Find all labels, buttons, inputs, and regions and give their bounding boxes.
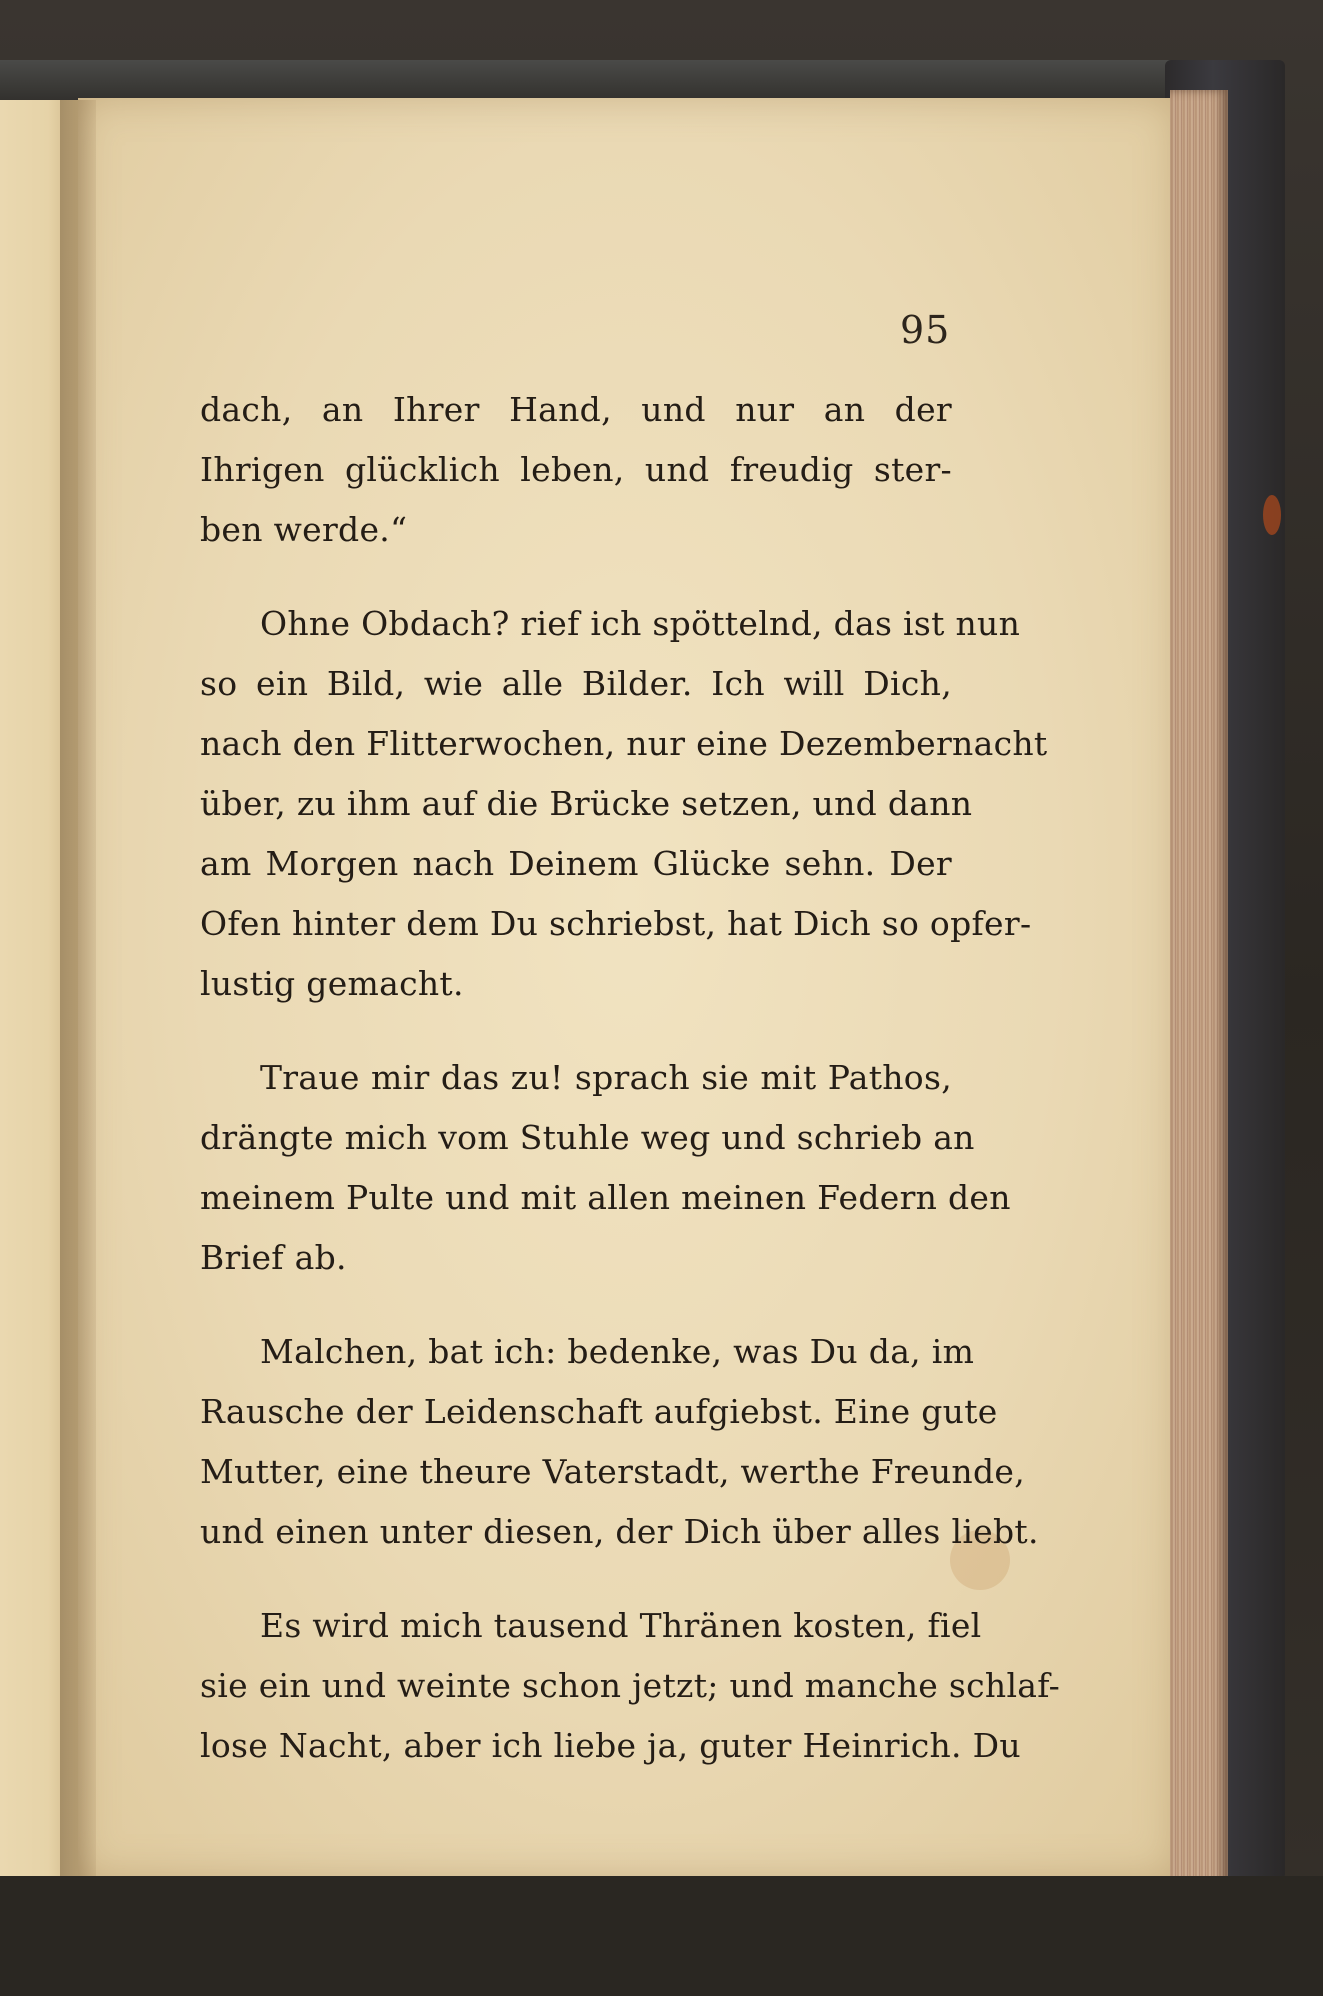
text-line: sie ein und weinte schon jetzt; und manche schlaf- (200, 1666, 1061, 1705)
gutter-shadow (60, 100, 96, 1880)
page-number: 95 (900, 308, 951, 352)
paragraph (200, 1596, 1061, 1776)
text-line: Ofen hinter dem Du schriebst, hat Dich so opfer- (200, 904, 1032, 943)
paragraph (200, 1048, 1011, 1288)
text-line: lose Nacht, aber ich liebe ja, guter Heinrich. Du (200, 1726, 1021, 1765)
text-line: über, zu ihm auf die Brücke setzen, und dann (200, 784, 973, 823)
paragraph-gap (200, 1562, 952, 1596)
text-line: Mutter, eine theure Vaterstadt, werthe Freunde, (200, 1452, 1025, 1491)
paragraph-gap (200, 1288, 952, 1322)
paragraph-gap (200, 1014, 952, 1048)
ink-stain (1263, 495, 1281, 535)
text-line: Traue mir das zu! sprach sie mit Pathos, (260, 1058, 952, 1097)
text-line: Ohne Obdach? rief ich spöttelnd, das ist nun (260, 604, 1021, 643)
text-line: so ein Bild, wie alle Bilder. Ich will Dich, (200, 664, 952, 703)
paragraph-gap (200, 560, 952, 594)
paragraph (200, 380, 952, 560)
text-line: am Morgen nach Deinem Glücke sehn. Der (200, 844, 952, 883)
text-line: nach den Flitterwochen, nur eine Dezembernacht (200, 724, 1048, 763)
text-line: Es wird mich tausend Thränen kosten, fiel (260, 1606, 982, 1645)
page-edge-stack (1170, 90, 1228, 1890)
body-text (200, 380, 1061, 1776)
paragraph (200, 1322, 1039, 1562)
text-line: ben werde.“ (200, 510, 408, 549)
bottom-background (0, 1876, 1323, 1996)
text-line: Malchen, bat ich: bedenke, was Du da, im (260, 1332, 975, 1371)
text-line: und einen unter diesen, der Dich über alles liebt. (200, 1512, 1039, 1551)
text-line: meinem Pulte und mit allen meinen Federn den (200, 1178, 1011, 1217)
text-line: Brief ab. (200, 1238, 347, 1277)
paragraph (200, 594, 1048, 1014)
text-line: dach, an Ihrer Hand, und nur an der (200, 390, 952, 429)
text-line: drängte mich vom Stuhle weg und schrieb an (200, 1118, 975, 1157)
text-line: Rausche der Leidenschaft aufgiebst. Eine gute (200, 1392, 998, 1431)
text-line: Ihrigen glücklich leben, und freudig ster- (200, 450, 952, 489)
text-line: lustig gemacht. (200, 964, 464, 1003)
